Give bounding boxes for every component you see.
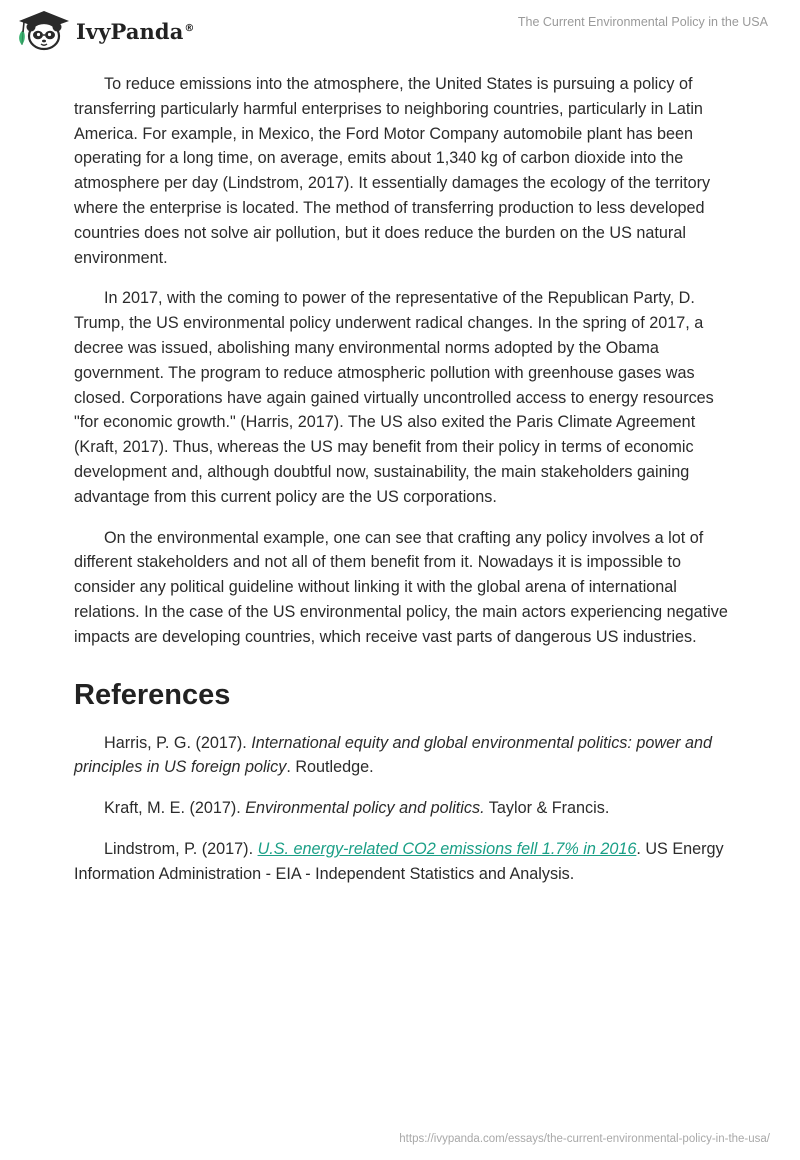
footer-source-url: https://ivypanda.com/essays/the-current-environmental-policy-in-the-usa/ — [399, 1133, 770, 1145]
reference-kraft-publisher: Taylor & Francis. — [484, 799, 610, 818]
reference-harris-author: Harris, P. G. (2017). — [104, 733, 252, 752]
body-paragraph-3: On the environmental example, one can see that crafting any policy involves a lot of different stakeholders and not all of them benefit from it. Nowadays it is impossible to consider any political guideline without linking it with the global arena of international relations. In the case of the US environmental policy, the main actors experiencing negative impacts are developing countries, which receive vast parts of dangerous US industries. — [74, 528, 728, 646]
body-paragraph-1: To reduce emissions into the atmosphere, the United States is pursuing a policy of transferring particularly harmful enterprises to neighboring countries, particularly in Latin America. For example, in Mexico, the Ford Motor Company automobile plant has been operating for a long time, on average, emits about 1,340 kg of carbon dioxide into the atmosphere per day (Lindstrom, 2017). It essentially damages the ecology of the territory where the enterprise is located. The method of transferring production to less developed countries does not solve air pollution, but it does reduce the burden on the US natural environment. — [74, 75, 711, 267]
reference-kraft — [74, 796, 734, 821]
reference-harris-title: International equity and global environmental politics: power and principles in US foreign policy — [74, 733, 712, 777]
reference-lindstrom-link[interactable]: U.S. energy-related CO2 emissions fell 1.7% in 2016 — [257, 839, 637, 858]
registered-mark: ® — [184, 22, 195, 34]
reference-lindstrom — [74, 837, 734, 887]
references-heading: References — [74, 678, 231, 711]
article-body — [74, 72, 734, 903]
reference-harris-publisher: . Routledge. — [286, 758, 374, 777]
reference-kraft-author: Kraft, M. E. (2017). — [104, 799, 246, 818]
logo-wordmark: IvyPanda® — [76, 18, 195, 44]
reference-kraft-title: Environmental policy and politics. — [245, 799, 485, 818]
panda-logo-icon — [16, 8, 72, 52]
reference-lindstrom-publisher: . US Energy Information Administration - EIA - Independent Statistics and Analysis. — [74, 839, 724, 883]
body-paragraph-2: In 2017, with the coming to power of the representative of the Republican Party, D. Trump, the US environmental policy underwent radical changes. In the spring of 2017, a decree was issued, abolishing many environmental norms adopted by the Obama government. The program to reduce atmospheric pollution with greenhouse gases was closed. Corporations have again gained virtually uncontrolled access to energy resources "for economic growth." (Harris, 2017). The US also exited the Paris Climate Agreement (Kraft, 2017). Thus, whereas the US may benefit from their policy in terms of economic development and, although doubtful now, sustainability, the main stakeholders gaining advantage from this current policy are the US corporations. — [74, 289, 714, 506]
reference-lindstrom-author: Lindstrom, P. (2017). — [104, 839, 258, 858]
ivypanda-logo[interactable] — [16, 8, 195, 52]
page-header — [0, 0, 800, 60]
document-title: The Current Environmental Policy in the USA — [517, 15, 768, 29]
reference-harris — [74, 731, 734, 781]
